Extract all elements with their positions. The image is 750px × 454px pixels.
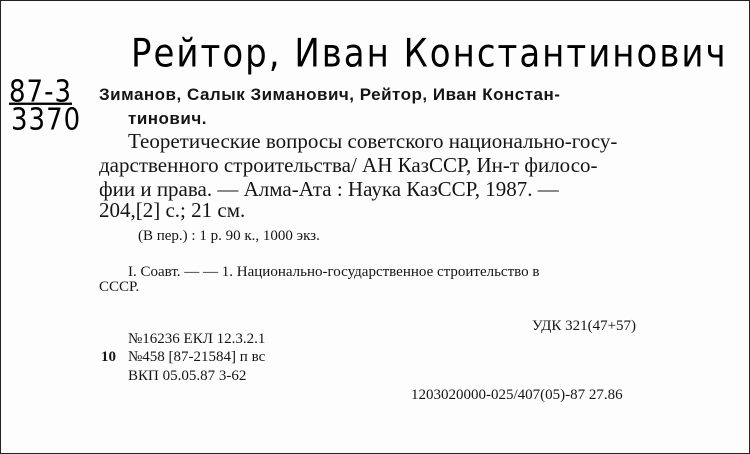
entry-heading-line-1: Зиманов, Салык Зиманович, Рейтор, Иван Констан- [99, 85, 561, 104]
body-line-1: Теоретические вопросы советского национально-госу- [128, 129, 618, 153]
handwritten-call-number-bottom: 3370 [11, 103, 82, 138]
bottom-code: 1203020000-025/407(05)-87 27.86 [411, 387, 623, 403]
tracings-line-1: I. Соавт. — — 1. Национально-государственное строительство в [128, 264, 540, 280]
handwritten-call-number-top: 87-3 [9, 75, 73, 110]
handwritten-author-name: Рейтор, Иван Константинович [131, 31, 728, 77]
body-line-2: дарственного строительства/ АН КазССР, Ин-т филосо- [99, 153, 598, 177]
udk-classification: УДК 321(47+57) [532, 318, 637, 334]
price-line: (В пер.) : 1 р. 90 к., 1000 экз. [138, 228, 320, 244]
body-line-3: фии и права. — Алма-Ата : Наука КазССР, 1987. — [99, 177, 559, 201]
code-line-3: ВКП 05.05.87 3-62 [128, 368, 247, 384]
body-line-4: 204,[2] с.; 21 см. [99, 198, 246, 222]
tracings-line-2: СССР. [99, 279, 140, 295]
code-line-2-prefix: 10 [101, 349, 116, 365]
entry-heading-line-2: тинович. [128, 109, 207, 128]
code-line-2: №458 [87-21584] п вс [128, 349, 266, 365]
code-line-1: №16236 ЕКЛ 12.3.2.1 [128, 331, 266, 347]
